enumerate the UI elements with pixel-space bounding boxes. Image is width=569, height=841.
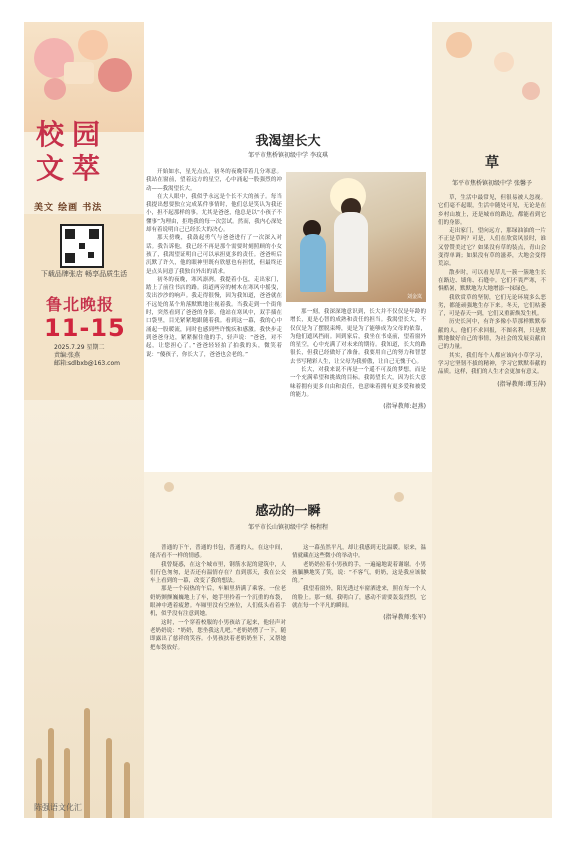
teacher-credit: (指导教师:谭玉萍) (497, 380, 546, 388)
paragraph: 普通的下午，普通的书包，普通的人，在这中间，能否看不一样的情感。 (150, 545, 286, 560)
brand-char: 校 (35, 118, 64, 151)
right-panel (432, 22, 552, 818)
paragraph: 我欣赏草的坚韧，它们无论环境多么恶劣，都能顽强地生存下来。冬天，它们枯萎了，可是春天一到，它们又重新焕发生机。 (438, 294, 546, 318)
qr-code[interactable] (60, 224, 104, 268)
footer-logo: 陈强语文化汇 (34, 803, 82, 812)
photo-caption: 刘金岚 (406, 294, 422, 300)
article-body-col2 (290, 308, 426, 410)
paragraph: 那是一个闷热的午后，车厢里挤满了乘客。一位老奶奶颤颤巍巍地上了车，她手里拎着一个沉重的布袋，眼神中透着疲惫。车厢里没有空座位，人们低头看着手机，似乎没有注意到她。 (150, 586, 286, 618)
teacher-credit: (指导教师:张军) (383, 614, 426, 622)
article-byline: 邹平市长山镇初级中学 杨程程 (248, 524, 328, 531)
article-body (438, 194, 546, 804)
paragraph: 历史长河中，有许多像小草那样默默奉献的人。他们不求回报，不图名利，只是默默地做好自己的事情，为社会的发展贡献自己的力量。 (438, 319, 546, 351)
article-bottom (144, 472, 432, 818)
section-tags: 美文 绘画 书法 (34, 203, 103, 213)
left-decoration (24, 400, 144, 818)
paragraph: 这时，一个穿着校服的小男孩站了起来，他轻声对老奶奶说：“奶奶，您坐我这儿吧。”老奶奶愣了一下，随即露出了慈祥的笑容。小男孩扶着老奶奶坐下，又帮她把布袋放好。 (150, 619, 286, 651)
article-body-col1 (150, 544, 286, 806)
paragraph: 散步时，可以看见草儿一簇一簇地生长在路边、墙角、石缝中。它们不畏严寒，不惧酷暑，默默地为大地增添一抹绿色。 (438, 269, 546, 293)
brand-char: 萃 (71, 152, 100, 185)
editor: 责编:张燕 (54, 352, 81, 359)
teacher-credit: (指导教师:赵燕) (383, 403, 426, 411)
article-byline: 邹平市焦桥镇初级中学 李玟琪 (248, 152, 328, 159)
edition-box (24, 214, 144, 400)
header-illustration (24, 22, 144, 132)
article-title: 我渴望长大 (255, 134, 321, 149)
paragraph: 走出家门，望向远方，那绿油油的一片不正是草吗？可是，人们在欣赏风景时，谁又曾赞美过它？如果没有草的装点，青山会变得单调；如果没有草的滋养，大地会变得荒凉。 (438, 228, 546, 268)
issue-meta (54, 344, 120, 368)
paragraph: 草，生活中最常见，但很易被人忽视。它们毫不起眼，生活中随处可见，无论是在乡村山坡上，还是城市的路边，都能看到它们的身影。 (438, 195, 546, 226)
paragraph: 那天傍晚，我鼓起勇气与爸爸进行了一次深入对话。我告诉他，我已经不再是那个需要时刻照顾的小女孩了，我渴望证明自己可以承担更多的责任。爸爸听后沉默了许久，他的眼神里既有欣慰也有担忧，但最终还是点头同意了我独自外出的请求。 (146, 235, 282, 275)
paragraph: 这一幕虽然平凡，却让我感到无比温暖。原来，温情就藏在这些微小的举动中。 (292, 545, 426, 560)
brand-char: 文 (35, 152, 64, 185)
page-range: 11-15 (44, 314, 126, 342)
issue-date: 2025.7.29 星期二 (54, 344, 105, 351)
article-photo (286, 172, 426, 302)
masthead: 鲁北晚报 (46, 295, 115, 314)
article-title: 感动的一瞬 (255, 504, 321, 519)
article-byline: 邹平市焦桥镇初级中学 张馨予 (452, 180, 532, 187)
paragraph: 开始如水，星光点点，初冬的夜晚带着几分寒意。我站在窗前，望着远方的星空，心中涌起一股强烈的冲动——我渴望长大。 (146, 169, 282, 192)
paragraph: 长大，对我来说不再是一个遥不可及的梦想，而是一个充满希望和挑战的目标。我渴望长大，因为长大意味着拥有更多自由和责任，也意味着拥有更多爱和被爱的能力。 (290, 367, 426, 398)
brand-char: 园 (71, 118, 100, 151)
article-body-col1 (146, 168, 282, 406)
email: 邮箱:sdlbxb@163.com (54, 360, 120, 367)
article-body-col2 (292, 544, 426, 806)
paragraph: 在大人眼中，我似乎永远是个长不大的孩子。每当我提出想要独立完成某件事情时，他们总是笑认为我还小，担不起那样的事。尤其是爸爸，他总是以“小孩子不懂事”为理由，拒绝我的每一次尝试。然而，我内心深处却有着说明自己已经长大的决心。 (146, 193, 282, 234)
paragraph: 老奶奶拉着小男孩的手，一遍遍地说着谢谢。小男孩腼腆地笑了笑，说：“不客气，奶奶，这是我应该做的。” (292, 561, 426, 585)
section-title (32, 118, 136, 186)
paragraph: 我曾疑惑，在这个城市里，钢筋水泥的建筑中，人们行色匆匆，是否还有温情存在？直到那天，我在公交车上看到的一幕，改变了我的想法。 (150, 561, 286, 585)
paragraph: 我望着窗外，阳光透过车窗洒进来，照在每一个人的脸上。那一刻，我明白了，感动不需要轰轰烈烈，它就在每一个平凡的瞬间。 (292, 586, 426, 610)
article-title: 草 (485, 155, 499, 171)
paragraph: 初冬的夜晚，寒风凛冽。我提着小包，走出家门，踏上了前往书店的路。街道两旁的树木在寒风中摇曳，发出沙沙的响声。我走得很慢，因为我知道，爸爸就在不远处的某个角落默默地注视着我。当我走到一个街角时，突然看到了爸爸的身影。他站在寒风中，双手插在口袋里，目光紧紧地跟随着我。看到这一幕，我的心中涌起一股暖流，同时也感到些许愧疚和感激。我快步走到爸爸身边，紧紧握住他的手，轻声说：“爸爸，对不起，让您担心了。”爸爸轻轻拍了拍我的头，微笑着说：“傻孩子，你长大了，爸爸也会老的。” (146, 276, 282, 358)
paragraph: 那一刻，我深深地意识到，长大并不仅仅是年龄的增长，更是心智的成熟和责任的担当。我渴望长大，不仅仅是为了摆脱束缚，更是为了能够成为父母的依靠，为他们遮风挡雨。回到家后，我坐在书桌前，望着窗外的星空，心中充满了对未来的期待。我知道，长大的路很长，但我已经做好了准备。我要用自己的努力和智慧去书写精彩人生，让父母为我骄傲，让自己无愧于心。 (290, 309, 426, 365)
article-top (144, 22, 432, 472)
left-panel (24, 22, 144, 818)
qr-caption: 下载品牌张店 畅享品质生活 (40, 270, 128, 278)
paragraph: 其实，我们每个人都应该向小草学习，学习它坚韧不拔的精神，学习它默默奉献的品质。这样，我们的人生才会更加有意义。 (438, 352, 546, 376)
